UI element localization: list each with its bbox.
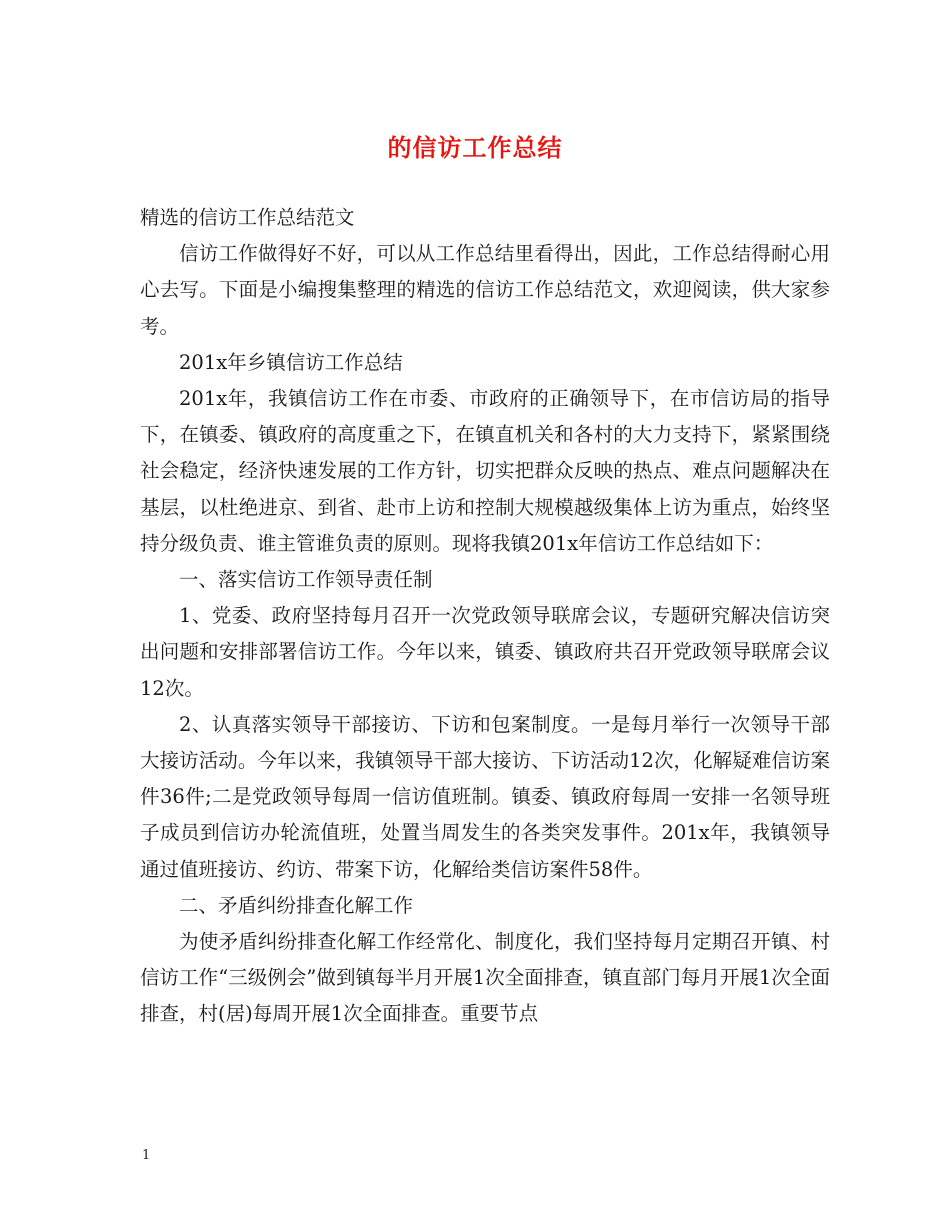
paragraph-item-2: 2、认真落实领导干部接访、下访和包案制度。一是每月举行一次领导干部大接访活动。今年以来，我镇领导干部大接访、下访活动12次，化解疑难信访案件36件;二是党政领导每周一信访值班制。镇委、镇政府每周一安排一名领导班子成员到信访办轮流值班，处置当周发生的各类突发事件。201x年，我镇领导通过值班接访、约访、带案下访，化解给类信访案件58件。 [140,712,830,881]
paragraph-overview: 201x年，我镇信访工作在市委、市政府的正确领导下，在市信访局的指导下，在镇委、镇政府的高度重之下，在镇直机关和各村的大力支持下，紧紧围绕社会稳定，经济快速发展的工作方针，切实把群众反映的热点、难点问题解决在基层，以杜绝进京、到省、赴市上访和控制大规模越级集体上访为重点，始终坚持分级负责、谁主管谁负责的原则。现将我镇201x年信访工作总结如下： [140,387,830,555]
section-heading-2: 二、矛盾纠纷排查化解工作 [179,893,414,917]
section-heading-1: 一、落实信访工作领导责任制 [179,568,433,592]
paragraph-item-1: 1、党委、政府坚持每月召开一次党政领导联席会议，专题研究解决信访突出问题和安排部署信访工作。今年以来，镇委、镇政府共召开党政领导联席会议12次。 [140,604,830,700]
paragraph-dispute-resolution: 为使矛盾纠纷排查化解工作经常化、制度化，我们坚持每月定期召开镇、村信访工作“三级例会”做到镇每半月开展1次全面排查，镇直部门每月开展1次全面排查，村(居)每周开展1次全面排查。重要节点 [140,930,830,1026]
paragraph-intro: 信访工作做得好不好，可以从工作总结里看得出，因此，工作总结得耐心用心去写。下面是小编搜集整理的精选的信访工作总结范文，欢迎阅读，供大家参考。 [140,242,830,338]
document-body [140,200,830,1033]
document-title: 的信访工作总结 [387,134,563,162]
page-number: 1 [142,1148,151,1163]
document-subtitle: 精选的信访工作总结范文 [140,206,355,229]
section-heading-summary: 201x年乡镇信访工作总结 [179,350,403,374]
